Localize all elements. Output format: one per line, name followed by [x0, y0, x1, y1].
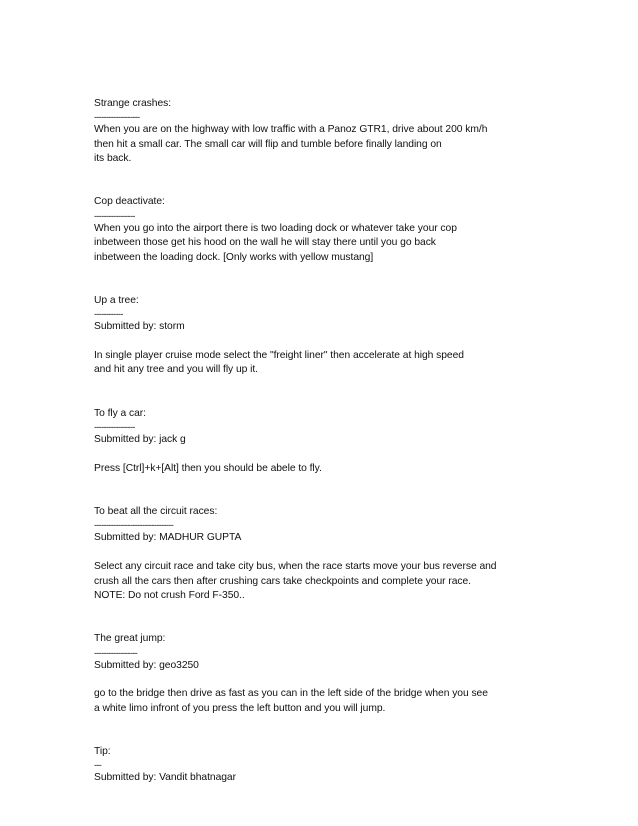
body-line: When you are on the highway with low traffic with a Panoz GTR1, drive about 200 km/h — [94, 124, 488, 136]
submitted-by: Submitted by: storm — [94, 321, 185, 333]
section-strange-crashes — [94, 97, 614, 167]
section-heading: Tip: — [94, 746, 111, 757]
section-heading: To fly a car: — [94, 407, 146, 419]
heading-underline: ------------------ — [94, 647, 138, 658]
section-tip — [94, 745, 614, 786]
section-heading: The great jump: — [94, 633, 166, 645]
section-great-jump — [94, 632, 614, 716]
body-line: a white limo infront of you press the left button and you will jump. — [94, 702, 386, 714]
body-line: NOTE: Do not crush Ford F-350.. — [94, 590, 245, 602]
body-line: Select any circuit race and take city bus, when the race starts move your bus reverse and — [94, 561, 497, 573]
document-page — [94, 97, 614, 786]
body-line: In single player cruise mode select the "freight liner" then accelerate at high speed — [94, 350, 464, 362]
body-line: inbetween the loading dock. [Only works with yellow mustang] — [94, 251, 374, 263]
body-line: When you go into the airport there is two loading dock or whatever take your cop — [94, 222, 457, 234]
heading-underline: ------------ — [94, 309, 123, 320]
section-up-a-tree — [94, 294, 614, 378]
heading-underline: ----------------- — [94, 210, 135, 221]
heading-underline: ----------------- — [94, 422, 135, 433]
section-to-fly-a-car — [94, 407, 614, 477]
body-line: and hit any tree and you will fly up it. — [94, 364, 258, 376]
section-cop-deactivate — [94, 195, 614, 265]
submitted-by: Submitted by: jack g — [94, 434, 186, 446]
body-line: inbetween those get his hood on the wall he will stay there until you go back — [94, 237, 436, 249]
body-line: crush all the cars then after crushing cars take checkpoints and complete your race. — [94, 575, 471, 587]
heading-underline: --- — [94, 760, 102, 771]
section-heading: Strange crashes: — [94, 98, 172, 109]
section-heading: Up a tree: — [94, 294, 139, 306]
body-line: go to the bridge then drive as fast as you can in the left side of the bridge when you see — [94, 688, 488, 700]
submitted-by: Submitted by: geo3250 — [94, 659, 199, 671]
body-line: its back. — [94, 153, 132, 165]
section-heading: Cop deactivate: — [94, 196, 165, 208]
section-heading: To beat all the circuit races: — [94, 506, 218, 517]
submitted-by: Submitted by: MADHUR GUPTA — [94, 532, 242, 544]
submitted-by: Submitted by: Vandit bhatnagar — [94, 772, 236, 784]
section-circuit-races — [94, 505, 614, 603]
body-line: then hit a small car. The small car will flip and tumble before finally landing on — [94, 138, 442, 150]
body-line: Press [Ctrl]+k+[Alt] then you should be abele to fly. — [94, 462, 322, 474]
heading-underline: ------------------- — [94, 112, 140, 123]
heading-underline: --------------------------------- — [94, 520, 174, 531]
